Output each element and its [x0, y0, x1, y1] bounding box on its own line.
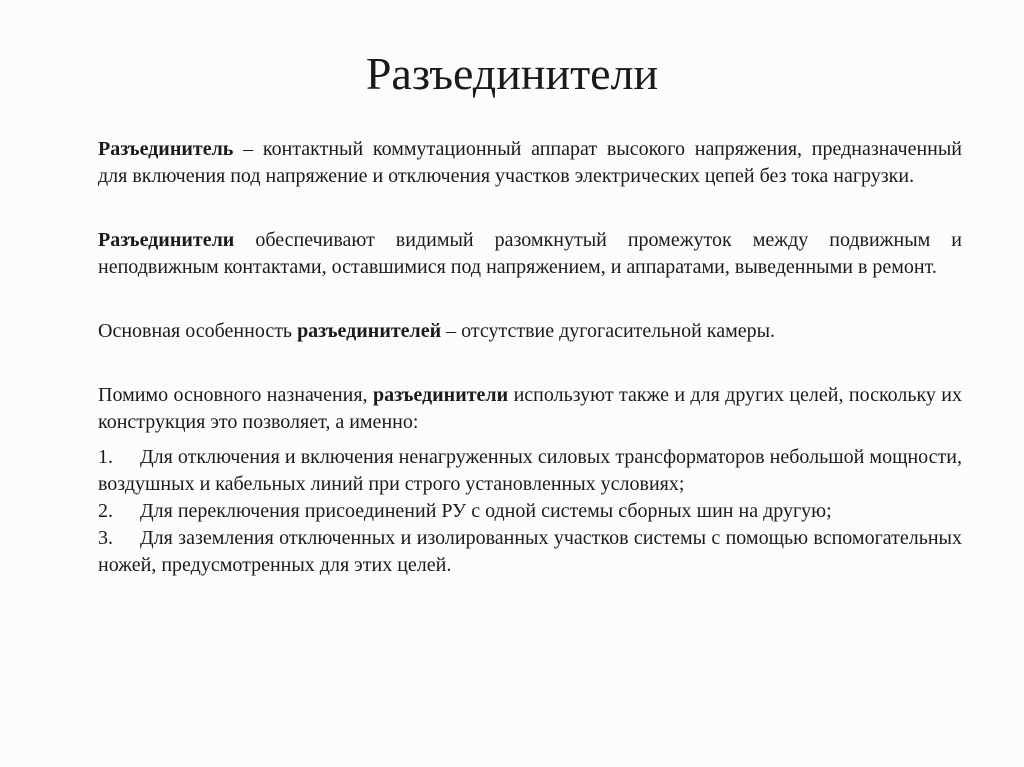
- paragraph-function: [98, 227, 962, 281]
- paragraph-text: обеспечивают видимый разомкнутый промежуток между подвижным и неподвижным контактами, оставшимися под напряжением, и аппаратами, выведенными в ремонт.: [98, 229, 962, 278]
- list-item-text: Для заземления отключенных и изолированных участков системы с помощью вспомогательных ножей, предусмотренных для этих целей.: [98, 527, 962, 576]
- list-item: [98, 498, 962, 525]
- paragraph-text: – контактный коммутационный аппарат высокого напряжения, предназначенный для включения под напряжение и отключения участков электрических цепей без тока нагрузки.: [98, 138, 962, 187]
- paragraph-definition: [98, 136, 962, 190]
- term-bold: Разъединитель: [98, 138, 234, 160]
- slide-content: [98, 136, 962, 579]
- list-item-number: 1.: [98, 446, 113, 468]
- paragraph-feature: [98, 318, 962, 345]
- term-bold: разъединителей: [297, 320, 442, 342]
- list-item-number: 2.: [98, 500, 113, 522]
- list-item-number: 3.: [98, 527, 113, 549]
- list-item-text: Для отключения и включения ненагруженных силовых трансформаторов небольшой мощности, воздушных и кабельных линий при строго установленных условиях;: [98, 446, 962, 495]
- list-item: [98, 525, 962, 579]
- list-item-text: Для переключения присоединений РУ с одной системы сборных шин на другую;: [140, 500, 832, 522]
- paragraph-text: Основная особенность: [98, 320, 298, 342]
- term-bold: разъединители: [372, 384, 509, 406]
- paragraph-other-uses: [98, 382, 962, 436]
- paragraph-text: – отсутствие дугогасительной камеры.: [441, 320, 776, 342]
- numbered-list: [98, 444, 962, 579]
- list-item: [98, 444, 962, 498]
- term-bold: Разъединители: [98, 229, 235, 251]
- slide-title: Разъединители: [365, 48, 659, 99]
- paragraph-text: используют также и для других целей, поскольку их конструкция это позволяет, а именно:: [98, 384, 962, 433]
- paragraph-text: Помимо основного назначения,: [98, 384, 373, 406]
